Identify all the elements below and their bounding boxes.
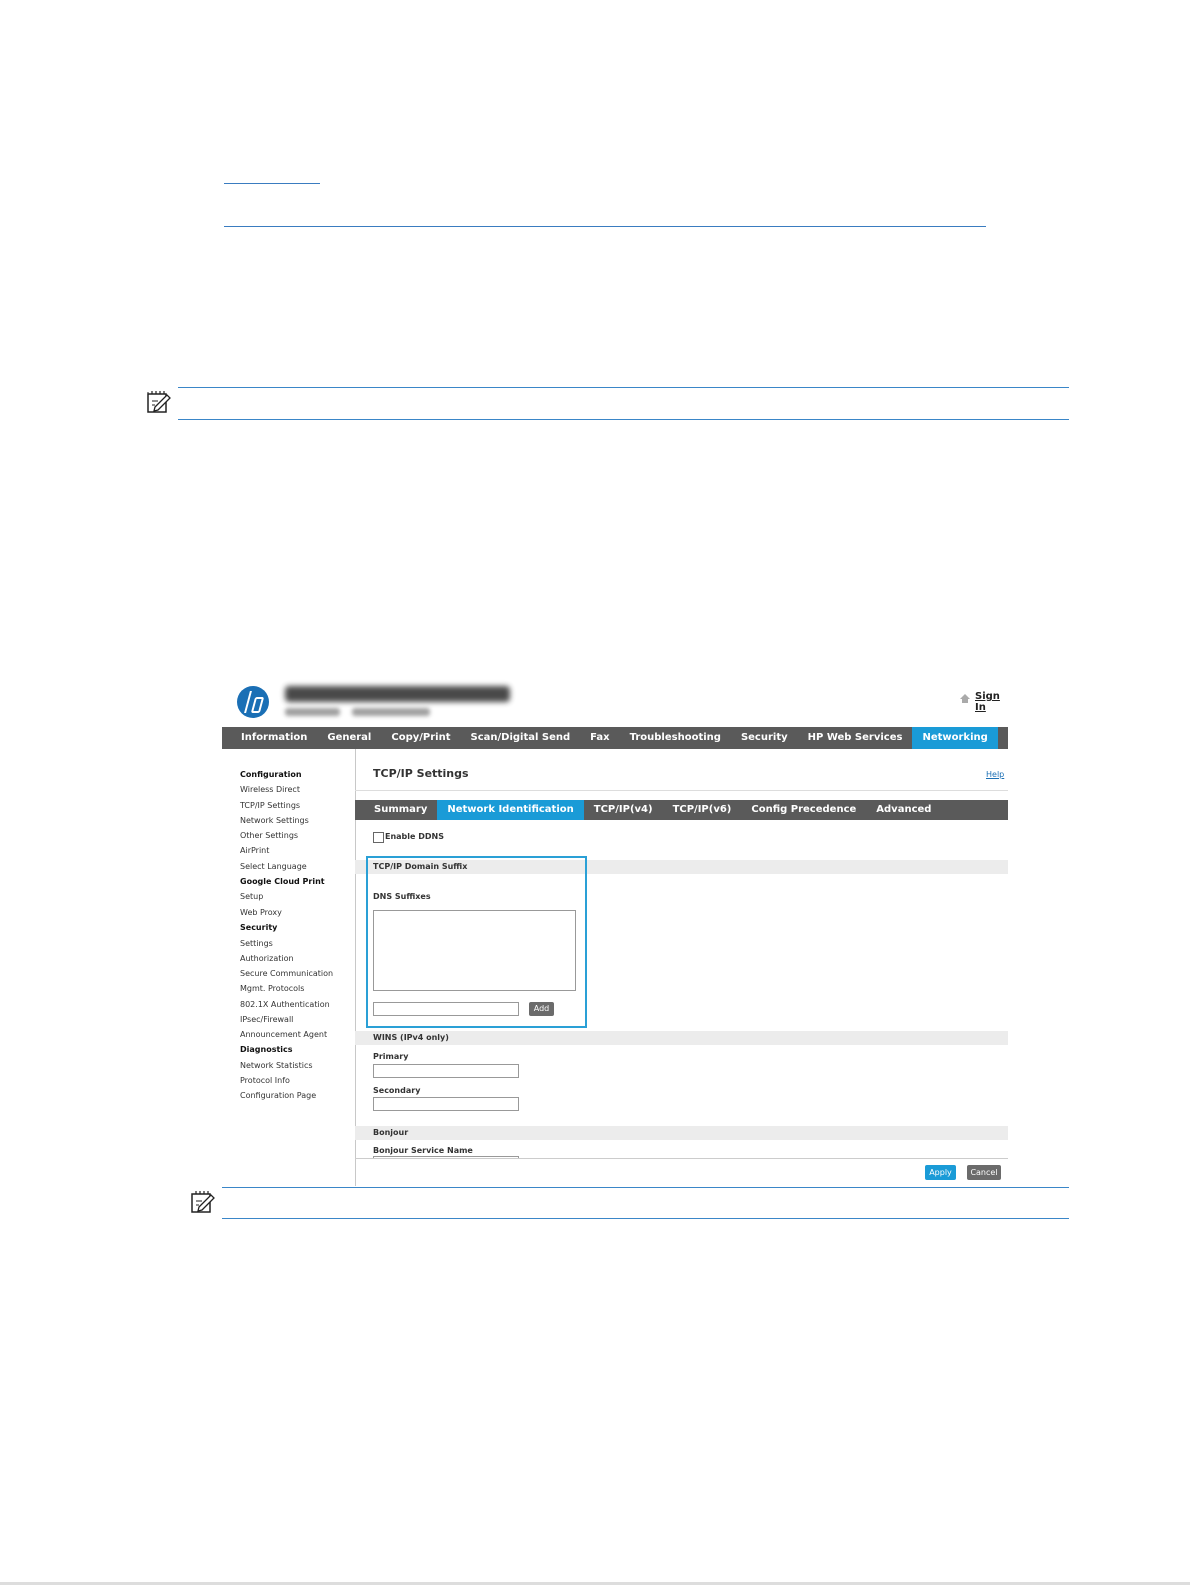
note-icon xyxy=(190,1190,216,1216)
note-divider-bottom xyxy=(178,419,1069,420)
sidebar-heading-security: Security xyxy=(240,923,278,932)
hostname-blurred xyxy=(285,708,340,716)
wins-primary-input[interactable] xyxy=(373,1064,519,1078)
nav-fax[interactable]: Fax xyxy=(590,732,610,743)
sidebar-item-mgmt-protocols[interactable]: Mgmt. Protocols xyxy=(240,984,305,993)
sidebar-item-configuration-page[interactable]: Configuration Page xyxy=(240,1091,317,1100)
home-icon[interactable] xyxy=(960,694,970,699)
nav-hp-web-services[interactable]: HP Web Services xyxy=(807,732,903,743)
wins-secondary-input[interactable] xyxy=(373,1097,519,1111)
hp-logo-icon xyxy=(237,686,269,718)
bonjour-service-name-label: Bonjour Service Name xyxy=(373,1146,473,1155)
ip-address-blurred xyxy=(352,708,430,716)
help-link[interactable]: Help xyxy=(986,770,1005,779)
sidebar-heading-google-cloud-print: Google Cloud Print xyxy=(240,877,325,886)
sign-in-link[interactable]: Sign In xyxy=(975,691,1000,713)
sub-tabs xyxy=(355,800,1008,820)
sidebar-item-web-proxy[interactable]: Web Proxy xyxy=(240,908,282,917)
tab-tcp-ip-v6[interactable]: TCP/IP(v6) xyxy=(672,804,732,815)
nav-general[interactable]: General xyxy=(327,732,372,743)
nav-networking[interactable]: Networking xyxy=(912,727,997,749)
nav-troubleshooting[interactable]: Troubleshooting xyxy=(629,732,721,743)
sidebar-heading-configuration: Configuration xyxy=(240,770,302,779)
sidebar-item-protocol-info[interactable]: Protocol Info xyxy=(240,1076,290,1085)
divider xyxy=(355,790,1008,791)
sidebar-item-network-statistics[interactable]: Network Statistics xyxy=(240,1061,313,1070)
sidebar-item-other-settings[interactable]: Other Settings xyxy=(240,831,299,840)
tab-network-identification[interactable]: Network Identification xyxy=(437,800,583,820)
section-title-bonjour: Bonjour xyxy=(373,1128,409,1137)
dns-suffixes-label: DNS Suffixes xyxy=(373,892,431,901)
section-bar-wins xyxy=(355,1031,1008,1045)
sidebar-item-setup[interactable]: Setup xyxy=(240,892,264,901)
wins-primary-label: Primary xyxy=(373,1052,409,1061)
sidebar-item-network-settings[interactable]: Network Settings xyxy=(240,816,309,825)
tab-advanced[interactable]: Advanced xyxy=(876,804,932,815)
enable-ddns-label: Enable DDNS xyxy=(385,832,444,841)
section-title-wins: WINS (IPv4 only) xyxy=(373,1033,449,1042)
sidebar-item-airprint[interactable]: AirPrint xyxy=(240,846,270,855)
nav-information[interactable]: Information xyxy=(241,732,308,743)
sidebar-item-ipsec-firewall[interactable]: IPsec/Firewall xyxy=(240,1015,294,1024)
tab-summary[interactable]: Summary xyxy=(374,804,428,815)
sidebar-item-secure-communication[interactable]: Secure Communication xyxy=(240,969,334,978)
sidebar xyxy=(222,749,356,1186)
enable-ddns-checkbox[interactable] xyxy=(373,832,384,843)
section-bar-bonjour xyxy=(355,1126,1008,1140)
note-divider-top xyxy=(222,1187,1069,1188)
add-button[interactable]: Add xyxy=(529,1002,554,1016)
cancel-button[interactable]: Cancel xyxy=(967,1165,1001,1180)
apply-button[interactable]: Apply xyxy=(925,1165,956,1180)
sidebar-item-authorization[interactable]: Authorization xyxy=(240,954,294,963)
top-nav xyxy=(222,727,1008,749)
tab-tcp-ip-v4[interactable]: TCP/IP(v4) xyxy=(593,804,653,815)
sidebar-item-8021x-authentication[interactable]: 802.1X Authentication xyxy=(240,1000,330,1009)
nav-copy-print[interactable]: Copy/Print xyxy=(391,732,451,743)
tab-config-precedence[interactable]: Config Precedence xyxy=(751,804,857,815)
sidebar-item-wireless-direct[interactable]: Wireless Direct xyxy=(240,785,300,794)
wins-secondary-label: Secondary xyxy=(373,1086,421,1095)
ews-screenshot xyxy=(222,676,1008,1186)
nav-security[interactable]: Security xyxy=(740,732,788,743)
note-icon xyxy=(146,390,172,416)
sidebar-heading-diagnostics: Diagnostics xyxy=(240,1045,293,1054)
sidebar-item-select-language[interactable]: Select Language xyxy=(240,862,307,871)
printer-name-blurred xyxy=(285,686,510,702)
nav-scan-digital-send[interactable]: Scan/Digital Send xyxy=(470,732,571,743)
sidebar-item-tcp-ip-settings[interactable]: TCP/IP Settings xyxy=(240,801,301,810)
page-title: TCP/IP Settings xyxy=(373,767,469,780)
note-divider-bottom xyxy=(222,1218,1069,1219)
sidebar-item-settings[interactable]: Settings xyxy=(240,939,273,948)
link-underline xyxy=(224,226,986,227)
sidebar-item-announcement-agent[interactable]: Announcement Agent xyxy=(240,1030,328,1039)
callout-highlight-box xyxy=(366,856,587,1028)
section-title-domain-suffix: TCP/IP Domain Suffix xyxy=(373,862,468,871)
link-underline xyxy=(224,183,320,184)
note-divider-top xyxy=(178,387,1069,388)
divider xyxy=(355,1158,1008,1159)
